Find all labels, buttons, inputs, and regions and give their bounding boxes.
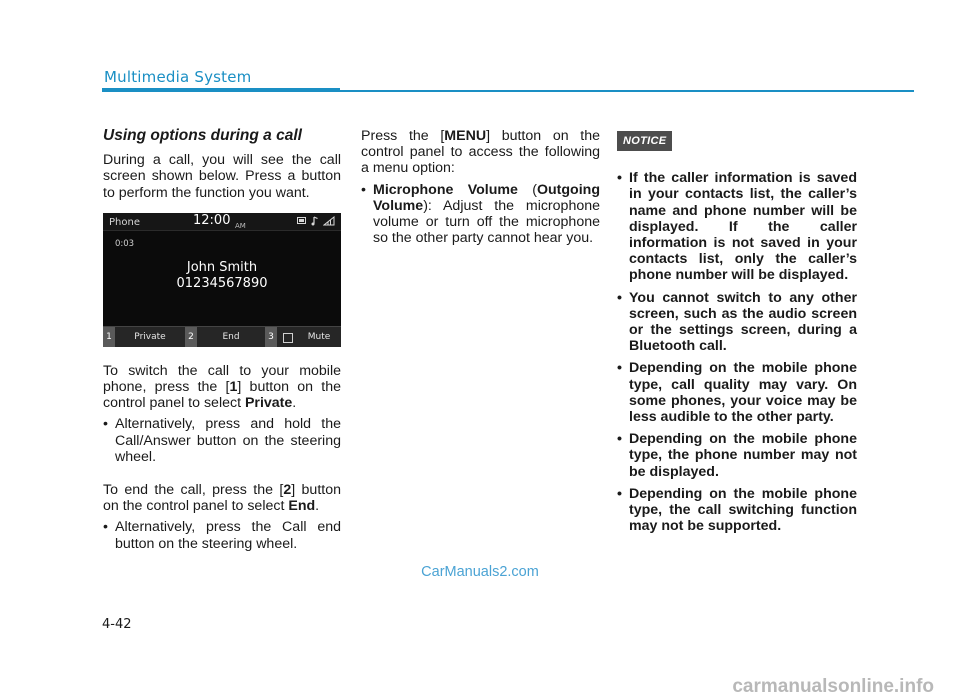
private-paragraph xyxy=(103,363,341,412)
microphone-volume-description: Adjust the microphone volume or turn off the microphone so the other party cannot hear you. xyxy=(373,197,601,247)
battery-icon xyxy=(297,216,307,225)
screen-app-label: Phone xyxy=(109,216,140,228)
header-title: Multimedia System xyxy=(104,68,252,86)
menu-option-list xyxy=(361,182,600,247)
footer-watermark: carmanualsonline.info xyxy=(732,676,934,697)
site-watermark-link[interactable]: CarManuals2.com xyxy=(421,564,539,580)
bluetooth-music-icon xyxy=(311,216,319,226)
call-timer: 0:03 xyxy=(115,238,135,249)
mute-softkey[interactable]: Mute xyxy=(307,331,331,342)
private-softkey[interactable]: Private xyxy=(134,331,166,342)
screen-ampm: AM xyxy=(235,221,246,230)
caller-name: John Smith xyxy=(186,259,258,275)
end-paragraph-lead: To end the call, press the [ xyxy=(103,482,284,499)
intro-paragraph: During a call, you will see the call screen shown below. Press a button to perform the function you want. xyxy=(103,152,341,201)
private-paragraph-end: . xyxy=(292,395,297,412)
end-softkey[interactable]: End xyxy=(222,331,240,342)
softkey-3-number[interactable]: 3 xyxy=(265,327,277,347)
private-paragraph-middle: ] button on the control panel to select xyxy=(103,379,341,412)
call-screen-illustration xyxy=(103,213,341,347)
end-paragraph-middle: ] button on the control panel to select xyxy=(103,482,341,515)
menu-paragraph-lead: Press the [ xyxy=(361,128,445,144)
end-bullet: • Alternatively, press the Call end button on the steering wheel. xyxy=(103,519,341,551)
paren-open: ( xyxy=(517,181,537,198)
notice-item: • You cannot switch to any other screen, such as the audio screen or the settings screen, during a Bluetooth call. xyxy=(617,290,857,355)
header-rule-thick xyxy=(102,88,340,92)
page-number: 4-42 xyxy=(102,617,132,632)
mute-checkbox-icon[interactable] xyxy=(283,333,293,343)
end-paragraph-end: . xyxy=(315,498,320,515)
softkey-1-number[interactable]: 1 xyxy=(103,327,115,347)
private-bullet-list xyxy=(103,416,341,465)
menu-key-label: MENU xyxy=(444,128,487,144)
notice-badge: NOTICE xyxy=(617,131,672,151)
middle-column xyxy=(361,128,600,250)
caller-number: 01234567890 xyxy=(176,275,268,291)
softkey-bar xyxy=(103,326,341,347)
end-bullet-list xyxy=(103,519,341,551)
signal-icon xyxy=(323,216,335,226)
header-rule-thin xyxy=(340,90,914,92)
notice-item: • Depending on the mobile phone type, call quality may vary. On some phones, your voice may be less audible to the other party. xyxy=(617,360,857,425)
outgoing-volume-title: Outgoing Volume xyxy=(373,181,600,214)
paren-close: ): xyxy=(423,197,443,214)
left-column xyxy=(103,128,341,556)
screen-clock: 12:00 xyxy=(193,212,231,228)
end-action-label: End xyxy=(288,498,316,515)
notice-list xyxy=(617,170,857,534)
private-key-label: 1 xyxy=(229,379,238,396)
softkey-2-number[interactable]: 2 xyxy=(185,327,197,347)
private-paragraph-lead: To switch the call to your mobile phone, press the [ xyxy=(103,362,341,396)
section-title: Using options during a call xyxy=(103,127,302,144)
status-icons xyxy=(297,216,335,226)
notice-item: • Depending on the mobile phone type, the call switching function may not be supported. xyxy=(617,486,857,535)
menu-paragraph xyxy=(361,128,600,177)
end-paragraph xyxy=(103,482,341,514)
private-action-label: Private xyxy=(244,395,293,412)
menu-paragraph-end: ] button on the control panel to access the following a menu option: xyxy=(361,128,600,177)
microphone-volume-title: Microphone Volume xyxy=(373,181,518,198)
notice-item: • Depending on the mobile phone type, the phone number may not be displayed. xyxy=(617,431,857,480)
notice-column xyxy=(617,131,857,540)
notice-item: • If the caller information is saved in your contacts list, the caller’s name and phone number will be displayed. If the caller information is not saved in your contacts list, only the caller’s phone number will be displayed. xyxy=(617,170,857,283)
microphone-volume-item xyxy=(361,182,600,247)
private-bullet: • Alternatively, press and hold the Call/Answer button on the steering wheel. xyxy=(103,416,341,465)
end-key-label: 2 xyxy=(283,482,292,499)
